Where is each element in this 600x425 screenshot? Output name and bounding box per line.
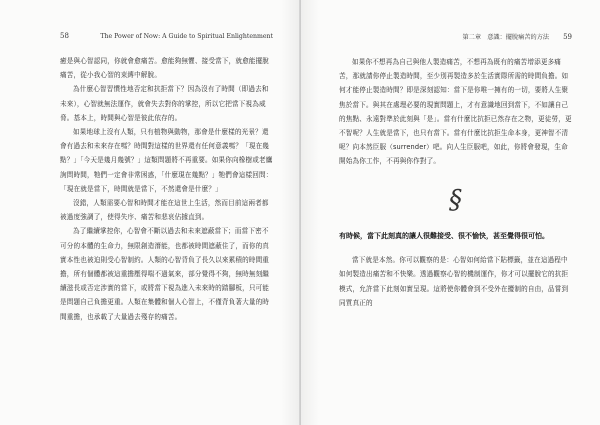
- paragraph: 癒是與心智認同，你就會愈痛苦。愈能夠無懼、接受當下，就愈能擺脫痛苦，從小我心智的束縛中解脫。: [60, 57, 270, 80]
- left-page-shadow: [281, 0, 299, 425]
- left-page-number: 58: [60, 32, 69, 40]
- right-page-number: 59: [563, 33, 572, 41]
- left-page-header: [60, 32, 273, 40]
- left-page-body: [60, 54, 273, 324]
- paragraph: 為了繼續掌控你，心智會不斷以過去和未來遮蔽當下；而當下密不可分的本體的生命力，無限創造潛能，也都被時間遮蔽住了，而你的真實本性也被迫則受心智制約。人類的心智背負了長久以來累積的時間重擔，所有個體都被這重擔壓得喘不過氣來，部分覺得不夠，無時無刻繼續滋長或否定涉實的當下，或將當下視為進入未來時的踏腳板，只可能是問題自己負擔更重。人類在集體和個人心智上，不僅背負著大量的時間重擔，也承載了大量過去殘存的痛苦。: [60, 227, 270, 321]
- paragraph: 當下就是本然。你可以觀察的是：心智如何給當下貼標籤，並在這過程中如何製造出痛苦和不快樂。透過觀察心智的機制運作，你才可以擺脫它的抗拒模式，允許當下此刻如實呈現。這將使你體會到不受外在擾制的自由，品嘗到同質真正的: [339, 256, 569, 307]
- left-page: [0, 0, 299, 425]
- paragraph: 沒錯，人類需要心智和時間才能在這世上生活，然而目前這兩者都被過度強調了，使得失序、痛苦和悲哀佔據直到。: [60, 199, 269, 222]
- paragraph: 如果你不想再為自己與他人製造痛苦，不想再為既有的痛苦增添更多痛苦，那就請你停止製造時間，至少別再製造多於生活實際所需的時間負擔。如何才能停止製造時間？即是深刻認知：當下是你唯一擁有的一切，要將人生聚焦於當下。與其在處理必要的現實問題上，才有意識地回到當下，不如讓自己的焦點、永遠對準於此刻與「是」。當有什麼比抗拒已然存在之物，更徒勞，更不智呢？人生就是當下，也只有當下。當有什麼比抗拒生命本身，更神智不清呢？向本然臣服（surrender）吧。向人生臣服吧，如此，你將會發現，生命開始為你工作，不再與你作對了。: [339, 58, 572, 166]
- left-running-title: The Power of Now: A Guide to Spiritual Enlightenment: [100, 33, 273, 40]
- right-chapter-title: 第二章 意識：擺脫痛苦的方法: [462, 34, 550, 41]
- section-ornament: §: [449, 184, 462, 215]
- right-page-shadow: [301, 0, 319, 425]
- emphasis-paragraph: 有時候，當下此刻真的讓人很難接受、很不愉快，甚至覺得很可怕。: [339, 231, 549, 240]
- right-page-header: [339, 32, 572, 41]
- paragraph: 為什麼心智習慣性地否定和抗拒當下？因為沒有了時間（即過去和未來），心智就無法運作，就會失去對你的掌控，所以它把當下視為威脅。基本上，時間與心智是彼此依存的。: [60, 85, 269, 122]
- right-page: [301, 0, 600, 425]
- right-page-body: [339, 55, 572, 169]
- paragraph: 如果地球上沒有人類，只有植物與動物，那會是什麼樣的光景？還會有過去和未來存在嗎？時間對這樣的世界還有任何意義嗎？「現在幾點？」「今天是幾月幾號？」這類問題將不再重要。如果你向橡樹或老鷹詢問時間，牠們一定會非常困惑，「什麼現在幾點？」牠們會這樣回問：「現在就是當下，時間就是當下，不然還會是什麼？」: [60, 128, 273, 193]
- right-page-body-continued: [339, 253, 572, 310]
